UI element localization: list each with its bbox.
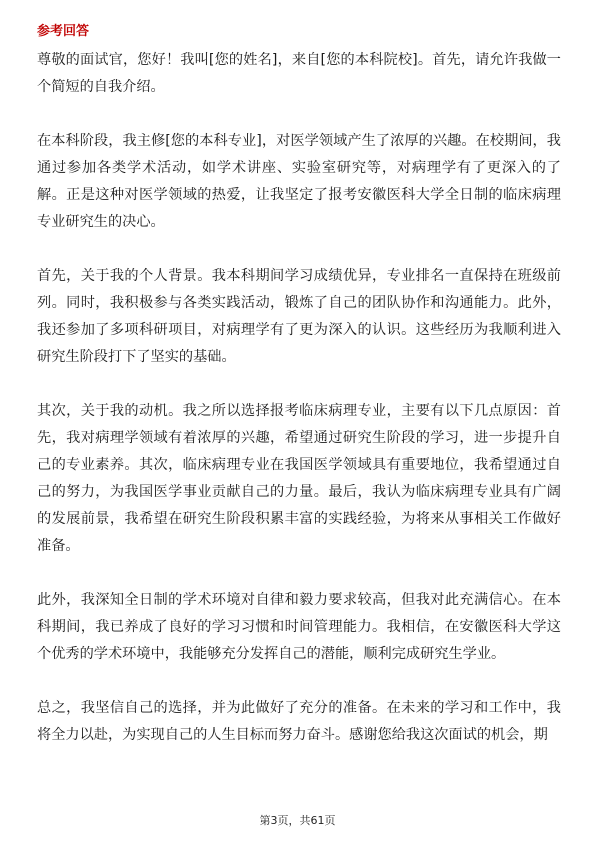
section-heading: 参考回答 (37, 24, 90, 39)
paragraph-undergraduate: 在本科阶段，我主修[您的本科专业]，对医学领域产生了浓厚的兴趣。在校期间，我通过参加各类学术活动，如学术讲座、实验室研究等，对病理学有了更深入的了解。正是这种对医学领域的热爱，让我坚定了报考安徽医科大学全日制的临床病理专业研究生的决心。 (37, 133, 561, 230)
paragraph-confidence: 此外，我深知全日制的学术环境对自律和毅力要求较高，但我对此充满信心。在本科期间，我已养成了良好的学习习惯和时间管理能力。我相信，在安徽医科大学这个优秀的学术环境中，我能够充分发挥自己的潜能，顺利完成研究生学业。 (37, 592, 561, 662)
paragraph-background: 首先，关于我的个人背景。我本科期间学习成绩优异，专业排名一直保持在班级前列。同时，我积极参与各类实践活动，锻炼了自己的团队协作和沟通能力。此外，我还参加了多项科研项目，对病理学有了更为深入的认识。这些经历为我顺利进入研究生阶段打下了坚实的基础。 (37, 268, 561, 365)
paragraph-greeting: 尊敬的面试官，您好！我叫[您的姓名]，来自[您的本科院校]。首先，请允许我做一个简短的自我介绍。 (37, 52, 561, 95)
answer-body (37, 47, 561, 776)
page-number: 第3页，共61页 (259, 814, 336, 827)
paragraph-conclusion: 总之，我坚信自己的选择，并为此做好了充分的准备。在未来的学习和工作中，我将全力以赴，为实现自己的人生目标而努力奋斗。感谢您给我这次面试的机会，期 (37, 700, 561, 743)
paragraph-motivation: 其次，关于我的动机。我之所以选择报考临床病理专业，主要有以下几点原因：首先，我对病理学领域有着浓厚的兴趣，希望通过研究生阶段的学习，进一步提升自己的专业素养。其次，临床病理专业在我国医学领域具有重要地位，我希望通过自己的努力，为我国医学事业贡献自己的力量。最后，我认为临床病理专业具有广阔的发展前景，我希望在研究生阶段积累丰富的实践经验，为将来从事相关工作做好准备。 (37, 403, 561, 554)
